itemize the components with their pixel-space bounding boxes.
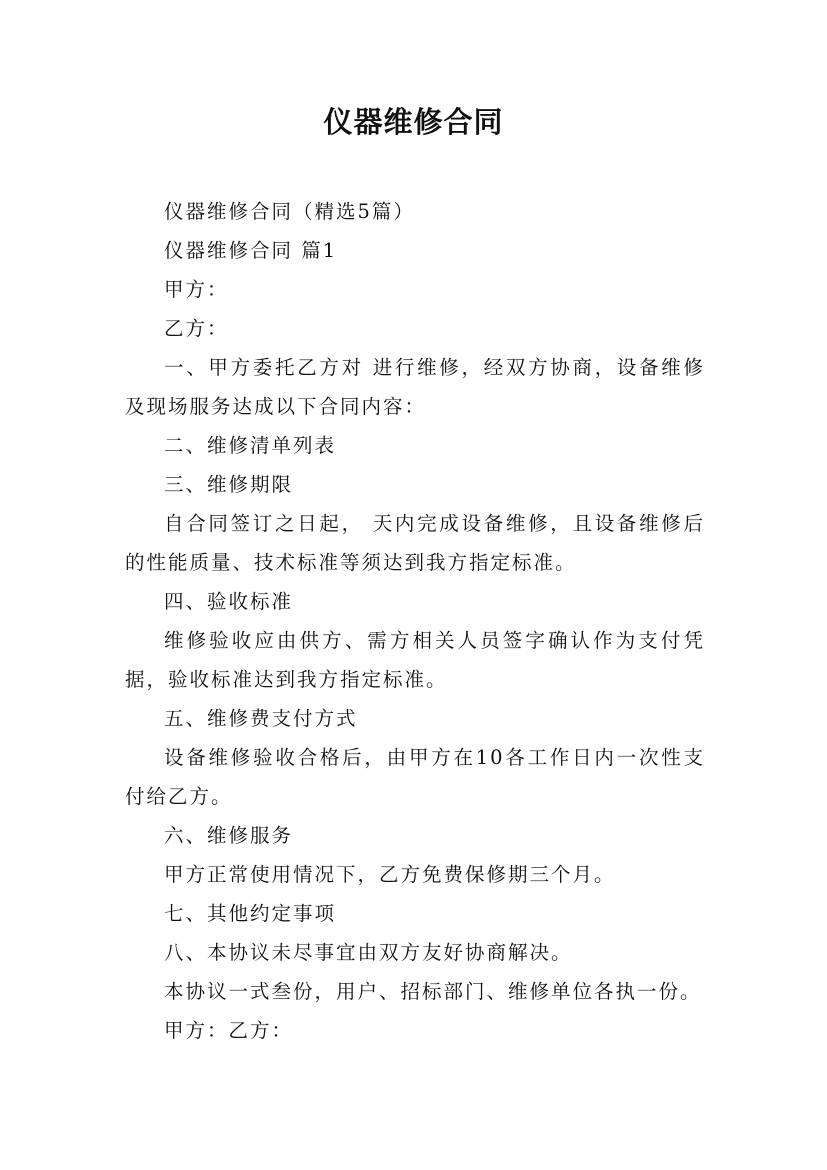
paragraph-clause-4-text: 维修验收应由供方、需方相关人员签字确认作为支付凭据，验收标准达到我方指定标准。 xyxy=(125,629,705,691)
paragraph-party-b: 乙方： xyxy=(164,317,229,340)
paragraph-clause-5: 五、维修费支付方式 xyxy=(164,707,358,730)
paragraph-copies: 本协议一式叁份，用户、招标部门、维修单位各执一份。 xyxy=(164,980,702,1003)
paragraph-party-a: 甲方： xyxy=(164,278,229,301)
paragraph-clause-6: 六、维修服务 xyxy=(164,824,294,847)
paragraph-clause-4: 四、验收标准 xyxy=(164,590,294,613)
document-body xyxy=(125,192,705,1050)
paragraph-subtitle: 仪器维修合同（精选5篇） xyxy=(164,200,415,223)
paragraph-clause-3-text: 自合同签订之日起， 天内完成设备维修，且设备维修后的性能质量、技术标准等须达到我方指定标准。 xyxy=(125,512,705,574)
paragraph-signatures: 甲方：乙方： xyxy=(164,1019,294,1042)
paragraph-clause-7: 七、其他约定事项 xyxy=(164,902,337,925)
paragraph-clause-1: 一、甲方委托乙方对 进行维修，经双方协商，设备维修及现场服务达成以下合同内容： xyxy=(125,356,705,418)
page-title: 仪器维修合同 xyxy=(323,105,504,139)
paragraph-clause-5-text: 设备维修验收合格后，由甲方在10各工作日内一次性支付给乙方。 xyxy=(125,746,705,808)
paragraph-clause-6-text: 甲方正常使用情况下，乙方免费保修期三个月。 xyxy=(164,863,616,886)
paragraph-clause-3: 三、维修期限 xyxy=(164,473,294,496)
paragraph-section-heading: 仪器维修合同 篇1 xyxy=(164,239,338,262)
paragraph-clause-2: 二、维修清单列表 xyxy=(164,434,337,457)
paragraph-clause-8: 八、本协议未尽事宜由双方友好协商解决。 xyxy=(164,941,573,964)
